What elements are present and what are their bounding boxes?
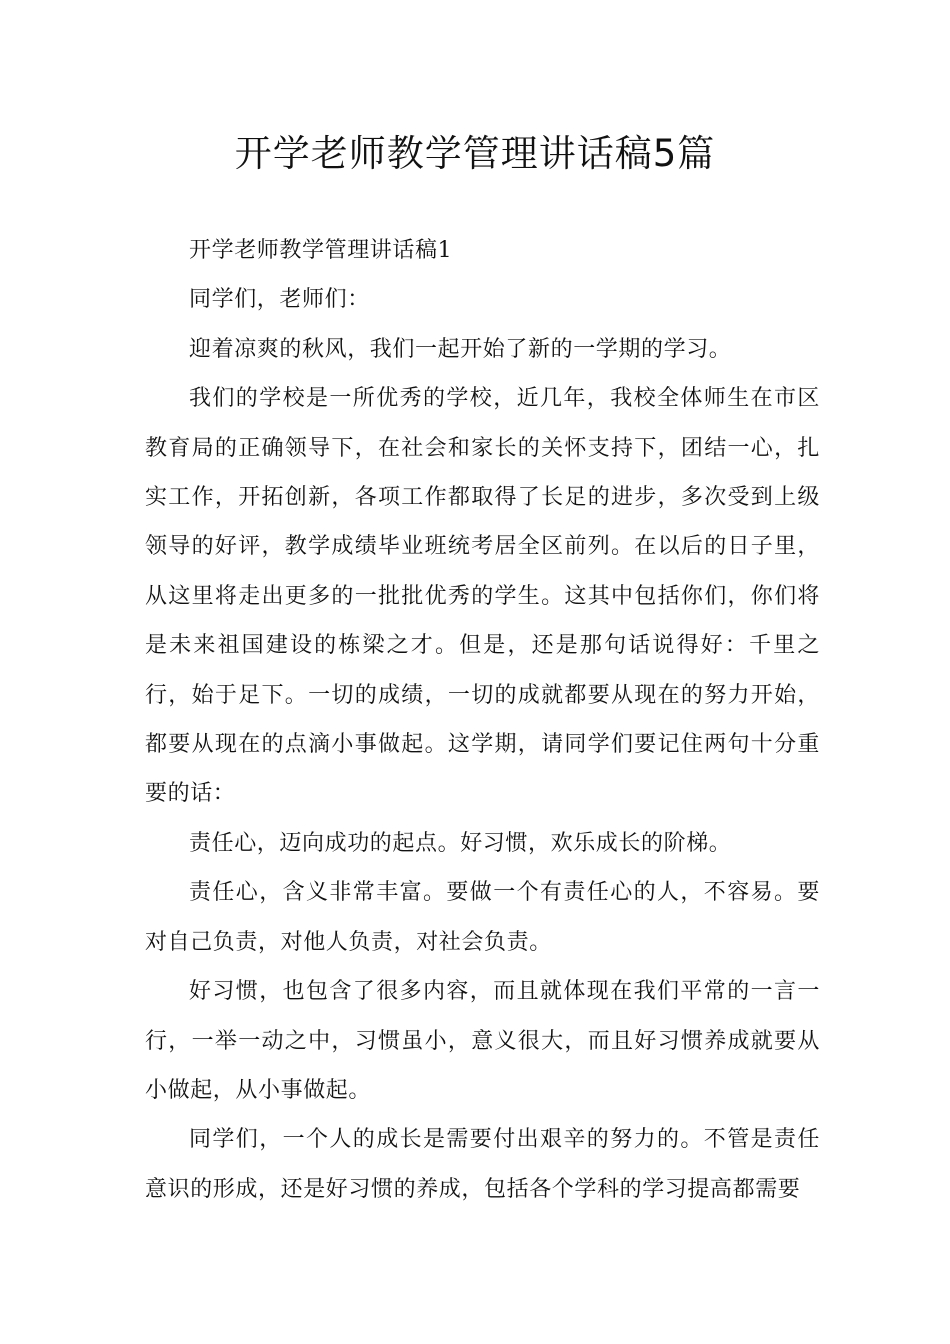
body-paragraph: 责任心，迈向成功的起点。好习惯，欢乐成长的阶梯。 (189, 830, 732, 856)
body-paragraph: 迎着凉爽的秋风，我们一起开始了新的一学期的学习。 (189, 336, 732, 362)
body-paragraph: 责任心，含义非常丰富。要做一个有责任心的人，不容易。要对自己负责，对他人负责，对社会负责。 (145, 880, 820, 955)
body-paragraph: 我们的学校是一所优秀的学校，近几年，我校全体师生在市区教育局的正确领导下，在社会和家长的关怀支持下，团结一心，扎实工作，开拓创新，各项工作都取得了长足的进步，多次受到上级领导的好评，教学成绩毕业班统考居全区前列。在以后的日子里，从这里将走出更多的一批批优秀的学生。这其中包括你们，你们将是未来祖国建设的栋梁之才。但是，还是那句话说得好：千里之行，始于足下。一切的成绩，一切的成就都要从现在的努力开始，都要从现在的点滴小事做起。这学期，请同学们要记住两句十分重要的话： (145, 386, 820, 807)
salutation: 同学们，老师们： (189, 287, 370, 313)
section-heading: 开学老师教学管理讲话稿1 (189, 238, 453, 263)
document-title: 开学老师教学管理讲话稿5篇 (234, 132, 716, 175)
body-paragraph: 好习惯，也包含了很多内容，而且就体现在我们平常的一言一行，一举一动之中，习惯虽小，意义很大，而且好习惯养成就要从小做起，从小事做起。 (145, 979, 820, 1103)
body-paragraph: 同学们，一个人的成长是需要付出艰辛的努力的。不管是责任意识的形成，还是好习惯的养成，包括各个学科的学习提高都需要 (145, 1127, 820, 1202)
document-body (145, 226, 820, 1214)
